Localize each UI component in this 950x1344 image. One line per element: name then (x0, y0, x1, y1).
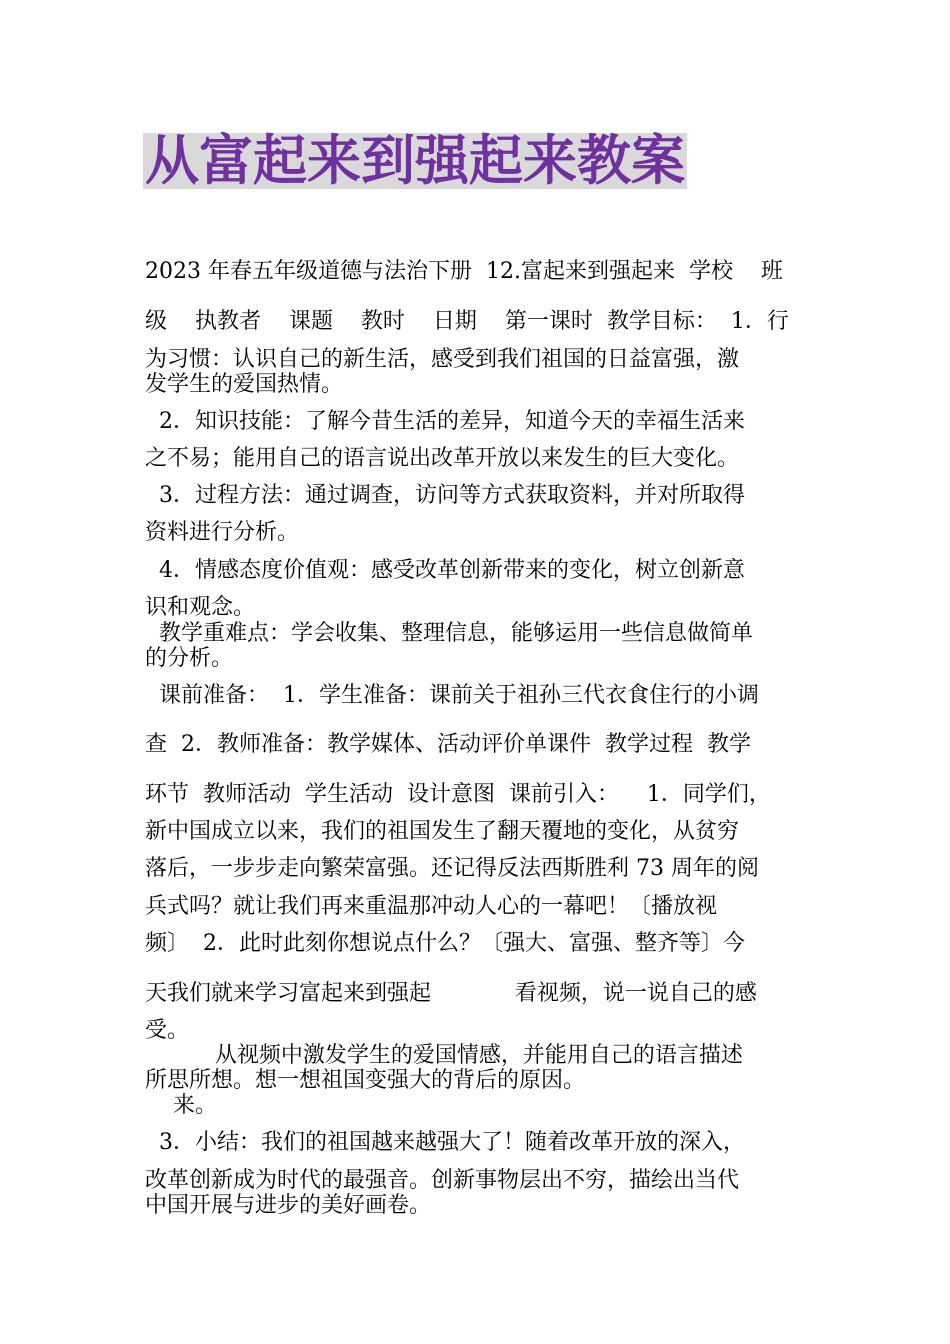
body-line-18: 兵式吗？就让我们再来重温那冲动人心的一幕吧！〔播放视 (145, 894, 718, 919)
body-line-20: 天我们就来学习富起来到强起 看视频，说一说自己的感 (145, 981, 757, 1006)
body-line-10: 识和观念。 (145, 595, 256, 620)
body-line-22: 从视频中激发学生的爱国情感，并能用自己的语言描述 (145, 1043, 743, 1068)
body-line-14: 查 2．教师准备：教学媒体、活动评价单课件 教学过程 教学 (145, 732, 751, 757)
body-line-1: 2023 年春五年级道德与法治下册 12.富起来到强起来 学校 班 (145, 259, 783, 284)
body-line-3: 为习惯：认识自己的新生活，感受到我们祖国的日益富强，激 (145, 347, 740, 372)
body-line-19: 频〕 2．此时此刻你想说点什么？〔强大、富强、整齐等〕今 (145, 931, 745, 956)
body-line-15: 环节 教师活动 学生活动 设计意图 课前引入： 1．同学们， (145, 782, 771, 807)
body-line-26: 改革创新成为时代的最强音。创新事物层出不穷，描绘出当代 (145, 1168, 740, 1193)
body-line-9: 4．情感态度价值观：感受改革创新带来的变化，树立创新意 (145, 558, 745, 583)
body-line-12: 的分析。 (145, 646, 234, 671)
body-line-5: 2．知识技能：了解今昔生活的差异，知道今天的幸福生活来 (145, 409, 745, 434)
body-line-13: 课前准备： 1．学生准备：课前关于祖孙三代衣食住行的小调 (145, 683, 759, 708)
body-line-27: 中国开展与进步的美好画卷。 (145, 1193, 432, 1218)
title-highlight (143, 129, 687, 192)
body-line-17: 落后，一步步走向繁荣富强。还记得反法西斯胜利 73 周年的阅 (145, 856, 759, 881)
document-title: 从富起来到强起来教案 (145, 129, 685, 192)
body-line-23: 所思所想。想一想祖国变强大的背后的原因。 (145, 1068, 586, 1093)
body-line-24: 来。 (145, 1093, 217, 1118)
body-line-25: 3．小结：我们的祖国越来越强大了！随着改革开放的深入， (145, 1130, 745, 1155)
body-line-4: 发学生的爱国热情。 (145, 372, 344, 397)
body-line-6: 之不易；能用自己的语言说出改革开放以来发生的巨大变化。 (145, 446, 740, 471)
body-line-2: 级 执教者 课题 教时 日期 第一课时 教学目标： 1．行 (145, 309, 789, 334)
body-line-16: 新中国成立以来，我们的祖国发生了翻天覆地的变化，从贫穷 (145, 819, 740, 844)
body-line-7: 3．过程方法：通过调查，访问等方式获取资料，并对所取得 (145, 483, 745, 508)
body-line-11: 教学重难点：学会收集、整理信息，能够运用一些信息做简单 (145, 621, 753, 646)
body-line-8: 资料进行分析。 (145, 520, 300, 545)
body-line-21: 受。 (145, 1018, 190, 1043)
